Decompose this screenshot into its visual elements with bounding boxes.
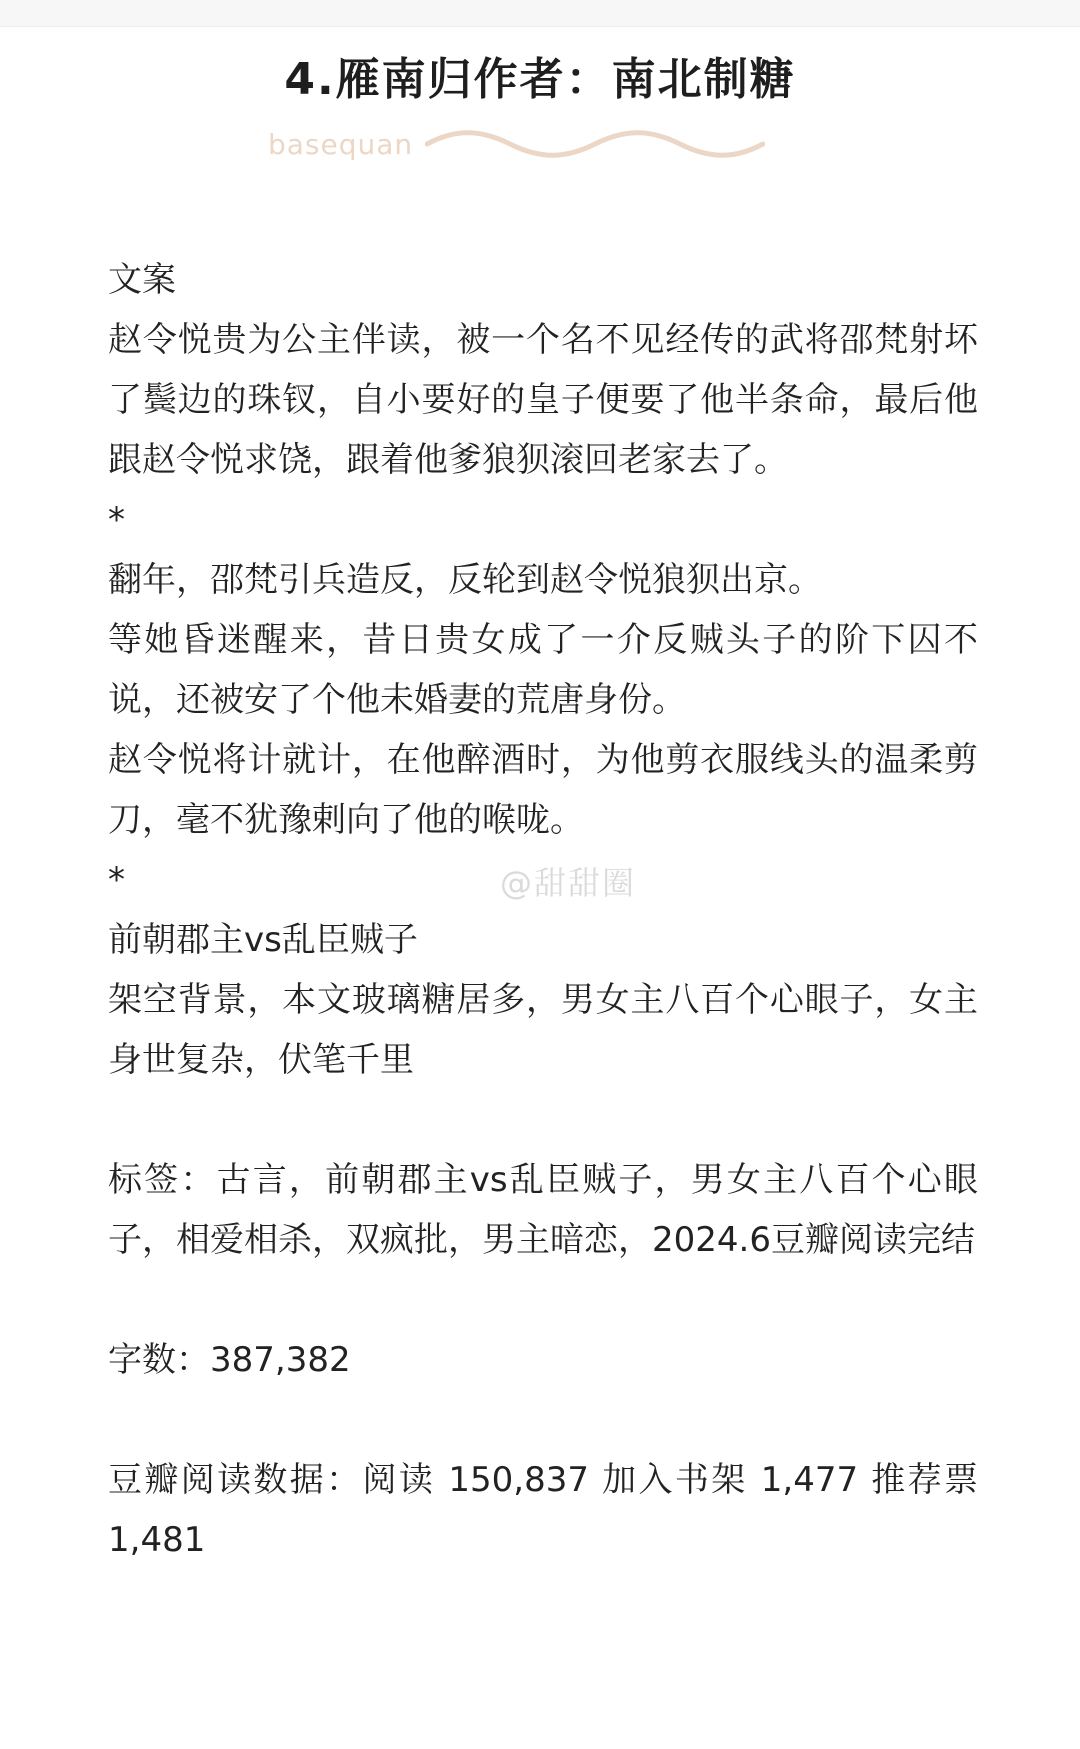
separator-star-2: * [108,860,125,900]
synopsis-paragraph-3: 等她昏迷醒来，昔日贵女成了一介反贼头子的阶下囚不说，还被安了个他未婚妻的荒唐身份。 [108,620,978,720]
watermark: @甜甜圈 [500,864,637,902]
synopsis-paragraph-4: 赵令悦将计就计，在他醉酒时，为他剪衣服线头的温柔剪刀，毫不犹豫剌向了他的喉咙。 [108,740,978,840]
top-strip [0,0,1080,27]
tags-line: 标签：古言，前朝郡主vs乱臣贼子，男女主八百个心眼子，相爱相杀，双疯批，男主暗恋，2024.6豆瓣阅读完结 [108,1160,978,1260]
separator-star-1: * [108,500,125,540]
section-heading: 文案 [108,260,176,300]
wave-decoration-icon [425,129,765,159]
word-count: 字数：387,382 [108,1340,351,1380]
spacer [108,1270,978,1330]
douban-stats: 豆瓣阅读数据：阅读 150,837 加入书架 1,477 推荐票 1,481 [108,1460,978,1560]
spacer [108,1090,978,1150]
synopsis-paragraph-2: 翻年，邵梵引兵造反，反轮到赵令悦狼狈出京。 [108,560,822,600]
brand-label: basequan [268,127,414,161]
brand-row [268,122,765,166]
synopsis-paragraph-1: 赵令悦贵为公主伴读，被一个名不见经传的武将邵梵射坏了鬓边的珠钗，自小要好的皇子便要了他半条命，最后他跟赵令悦求饶，跟着他爹狼狈滚回老家去了。 [108,320,978,480]
synopsis-content [108,250,978,1570]
spacer [108,1390,978,1450]
tagline: 前朝郡主vs乱臣贼子 [108,920,418,960]
page-title: 4.雁南归作者：南北制糖 [284,54,796,105]
synopsis-paragraph-5: 架空背景，本文玻璃糖居多，男女主八百个心眼子，女主身世复杂，伏笔千里 [108,980,978,1080]
